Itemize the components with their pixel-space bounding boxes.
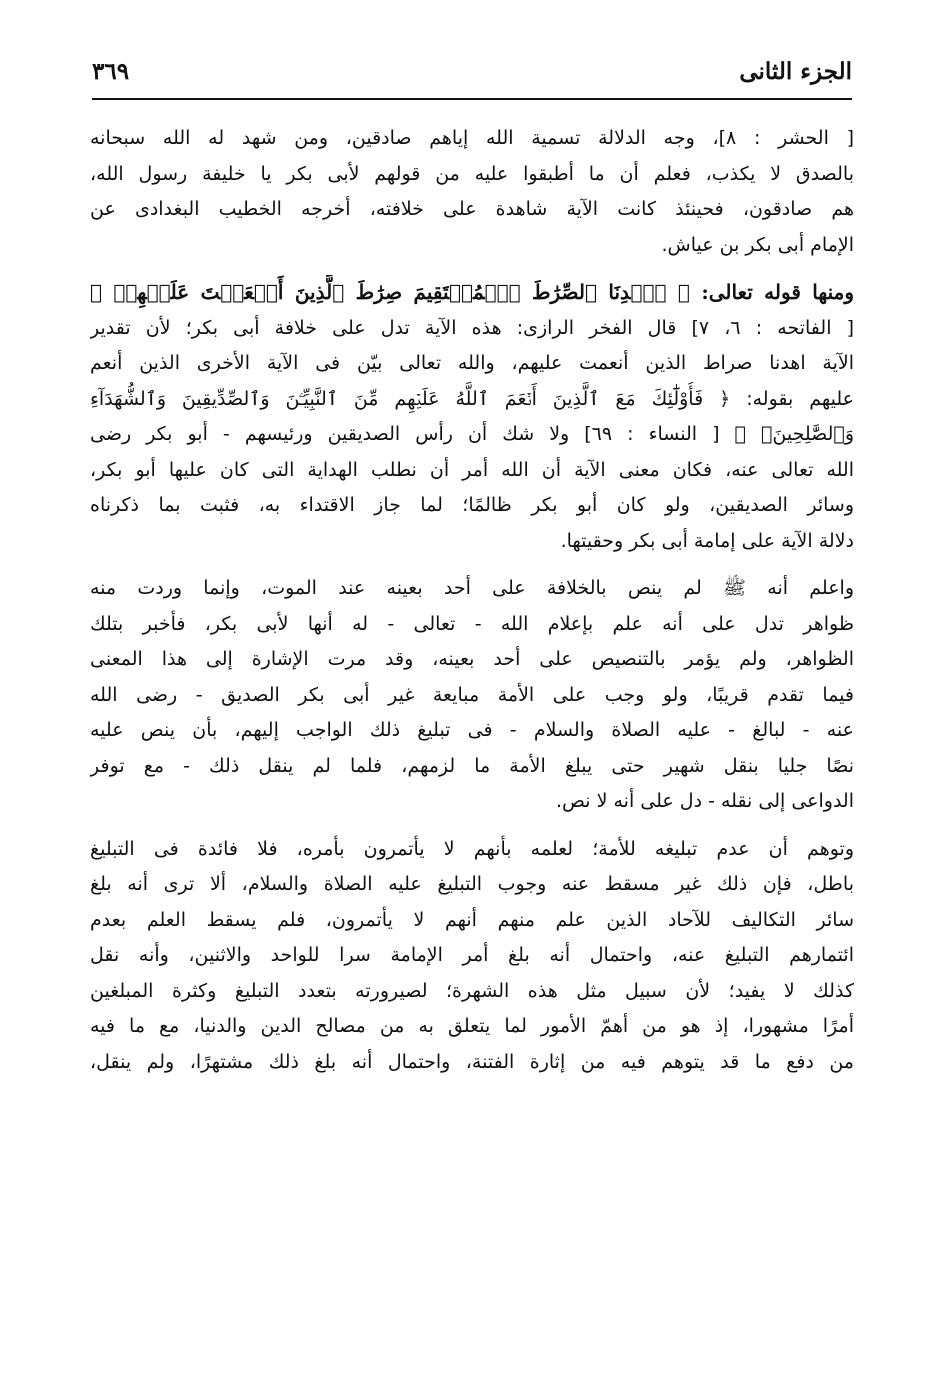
text-line: بالصدق لا يكذب، فعلم أن ما أطبقوا عليه من قولهم لأبى بكر يا خليفة رسول الله، [90,162,854,185]
text-line: عنه - لبالغ - عليه الصلاة والسلام - فى تبليغ ذلك الواجب إليهم، بأن ينص عليه [90,719,854,741]
running-header [92,54,852,94]
text-line: الإمام أبى بكر بن عياش. [661,233,854,256]
text-line: الآية اهدنا صراط الذين أنعمت عليهم، والله تعالى بيّن فى الآية الأخرى الذين أنعم [90,352,854,374]
quran-verse-line: ومنها قوله تعالى: ﴿ ٱهۡدِنَا ٱلصِّرَٰطَ ٱلۡمُسۡتَقِيمَ صِرَٰطَ ٱلَّذِينَ أَنۡعَمۡتَ عَلَيۡهِمۡ ﴾ [90,280,854,304]
text-line: واعلم أنه ﷺ لم ينص بالخلافة على أحد بعينه عند الموت، وإنما وردت منه [90,577,854,599]
paragraph-3 [90,571,854,820]
text-line: عليهم بقوله: ﴿ فَأُوْلَٰٓئِكَ مَعَ ٱلَّذِينَ أَنۡعَمَ ٱللَّهُ عَلَيۡهِم مِّنَ ٱلنَّبِيِّـۧنَ وَٱلصِّدِّيقِينَ وَٱلشُّهَدَآءِ [90,387,854,410]
part-title: الجزء الثانى [739,58,852,85]
text-line: الله تعالى عنه، فكان معنى الآية أن الله أمر أن نطلب الهداية التى كان عليها أبو بكر، [90,458,854,481]
text-line: ائتمارهم التبليغ عنه، واحتمال أنه بلغ أمر الإمامة سرا للواحد والاثنين، وأنه نقل [90,944,854,966]
text-line: الدواعى إلى نقله - دل على أنه لا نص. [555,790,854,812]
paragraph-1 [90,121,854,263]
text-line: [ الحشر : ٨]، وجه الدلالة تسمية الله إياهم صادقين، ومن شهد له الله سبحانه [90,127,854,149]
paragraph-4 [90,832,854,1081]
text-line: كذلك لا يفيد؛ لأن سبيل مثل هذه الشهرة؛ لصيرورته بتعدد التبليغ وكثرة المبلغين [90,979,854,1002]
page-body [90,121,854,1080]
text-line: وتوهم أن عدم تبليغه للأمة؛ لعلمه بأنهم لا يأتمرون بأمره، فلا فائدة فى التبليغ [90,837,854,860]
text-line: ظواهر تدل على أنه علم بإعلام الله - تعالى - له أنها لأبى بكر، فأخبر بتلك [90,612,854,635]
page-number: ٣٦٩ [92,58,130,85]
text-line: باطل، فإن ذلك غير مسقط عنه وجوب التبليغ عليه الصلاة والسلام، ألا ترى أنه بلغ [90,873,854,895]
text-line: من دفع ما قد يتوهم فيه من إثارة الفتنة، واحتمال أنه بلغ ذلك مشتهرًا، ولم ينقل، [90,1050,854,1073]
text-line: [ الفاتحه : ٦، ٧] قال الفخر الرازى: هذه الآية تدل على خلافة أبى بكر؛ لأن تقدير [90,316,854,339]
text-line: وسائر الصديقين، ولو كان أبو بكر ظالمًا؛ لما جاز الاقتداء به، فثبت بما ذكرناه [90,494,854,516]
text-line: الظواهر، ولم يؤمر بالتنصيص على أحد بعينه، وقد مرت الإشارة إلى هذا المعنى [90,648,854,670]
text-line: هم صادقون، فحينئذ كانت الآية شاهدة على خلافته، أخرجه الخطيب البغدادى عن [90,198,854,220]
text-line: سائر التكاليف للآحاد الذين علم منهم أنهم لا يأتمرون، فلم يسقط العلم بعدم [90,908,854,931]
text-line: فيما تقدم قريبًا، ولو وجب على الأمة مبايعة غير أبى بكر الصديق - رضى الله [90,683,854,706]
text-line: دلالة الآية على إمامة أبى بكر وحقيتها. [560,529,854,552]
header-divider [92,98,852,100]
paragraph-2 [90,275,854,559]
text-line: أمرًا مشهورا، إذ هو من أهمّ الأمور لما يتعلق به من مصالح الدين والدنيا، مع ما فيه [90,1015,854,1037]
text-line: نصًا جليا بنقل شهير حتى يبلغ الأمة ما لزمهم، فلما لم ينقل ذلك - مع توفر [90,754,854,777]
text-line: وَٱلصَّٰلِحِينَۚ ﴾ [ النساء : ٦٩] ولا شك أن رأس الصديقين ورئيسهم - أبو بكر رضى [90,423,854,445]
